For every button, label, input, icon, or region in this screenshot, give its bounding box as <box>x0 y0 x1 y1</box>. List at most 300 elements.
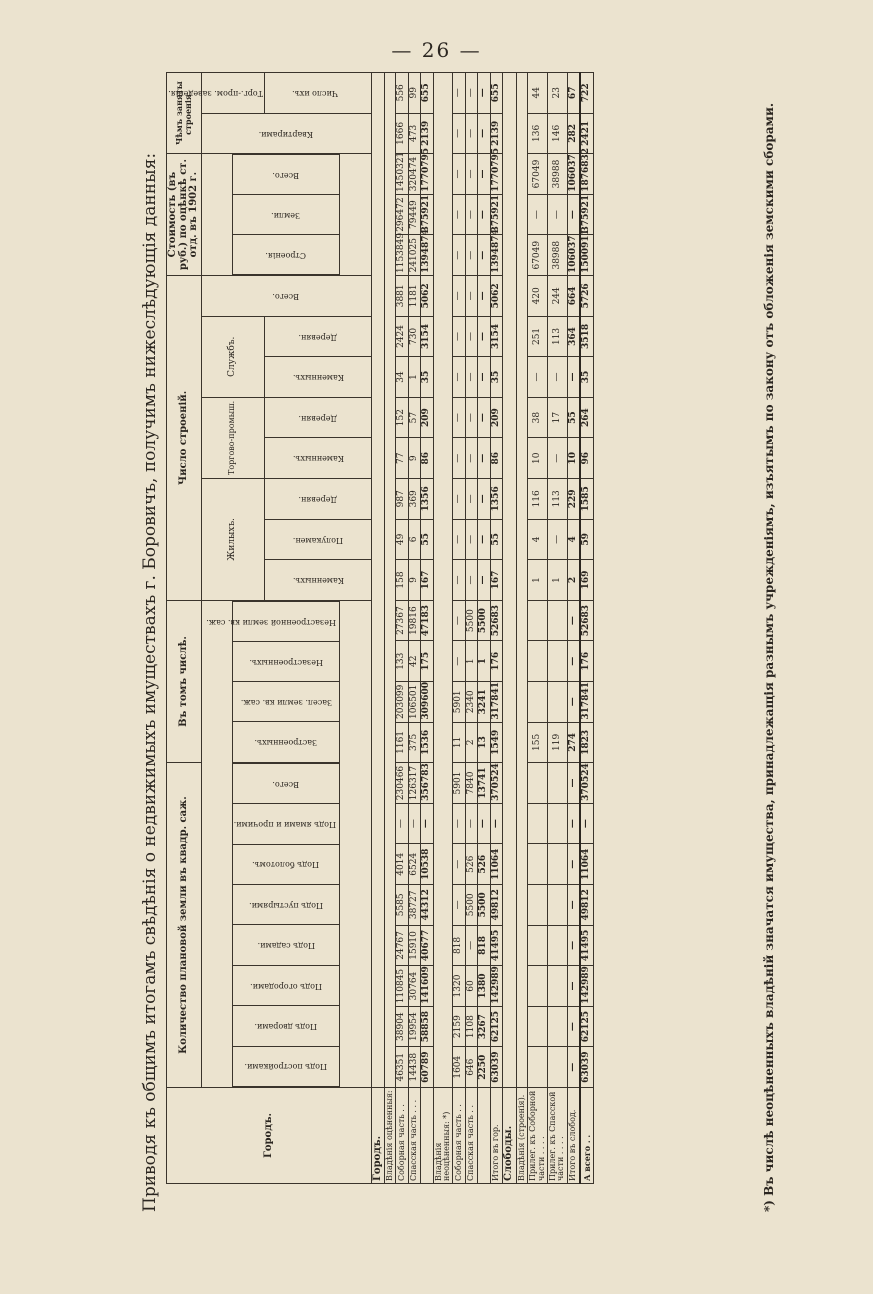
table-cell: — <box>478 803 490 844</box>
header-res-semistone: Полукамен. <box>264 519 371 560</box>
rotated-page-content <box>140 72 790 1212</box>
row-label <box>478 1088 490 1184</box>
table-cell: 35 <box>580 357 593 398</box>
table-cell <box>547 641 567 682</box>
table-cell: — <box>567 1047 580 1088</box>
table-cell: 9 <box>408 438 420 479</box>
table-cell: — <box>453 73 465 114</box>
table-cell <box>547 966 567 1007</box>
header-buildings-group: Число строеній. <box>167 276 202 601</box>
table-cell: 35 <box>421 357 433 398</box>
row-label: Спасская часть . . <box>465 1088 477 1184</box>
table-cell: 169 <box>580 560 593 601</box>
table-cell: — <box>547 357 567 398</box>
header-residential: Жилыхъ. <box>201 479 264 601</box>
table-cell: 1770795 <box>490 154 502 195</box>
table-cell: 176 <box>580 641 593 682</box>
table-cell: — <box>465 803 477 844</box>
table-cell: — <box>453 803 465 844</box>
table-cell: 5500 <box>478 600 490 641</box>
table-cell: — <box>465 479 477 520</box>
row-label: Соборная часть . . <box>453 1088 465 1184</box>
table-cell: 55 <box>567 397 580 438</box>
property-statistics-table <box>166 72 594 1184</box>
table-cell: — <box>453 316 465 357</box>
table-cell: 86 <box>421 438 433 479</box>
table-cell: 13741 <box>478 763 490 804</box>
table-cell: 987 <box>396 479 408 520</box>
table-cell: 167 <box>421 560 433 601</box>
table-cell: — <box>465 113 477 154</box>
table-cell <box>547 925 567 966</box>
table-cell: — <box>567 844 580 885</box>
of-which-subheaders <box>201 600 371 762</box>
header-service: Службъ. <box>201 316 264 397</box>
table-cell: 60 <box>465 966 477 1007</box>
header-trade-wood: Деревян. <box>264 397 371 438</box>
table-row <box>433 73 453 1184</box>
table-cell: 4014 <box>396 844 408 885</box>
header-area-col-2: Подъ огородами. <box>233 965 340 1005</box>
table-cell: — <box>567 925 580 966</box>
table-cell: 44312 <box>421 885 433 926</box>
header-occupied-trade: Торг.-пром. заведенія. <box>201 73 264 114</box>
table-cell: 30764 <box>408 966 420 1007</box>
table-cell: 2340 <box>465 682 477 723</box>
table-cell: 3154 <box>490 316 502 357</box>
table-cell: 3241 <box>478 682 490 723</box>
table-cell: 176 <box>490 641 502 682</box>
header-occupied-count: Число ихъ. <box>264 73 371 114</box>
table-cell <box>528 763 548 804</box>
table-cell: 1 <box>408 357 420 398</box>
table-cell: 730 <box>408 316 420 357</box>
table-cell: — <box>453 600 465 641</box>
table-row <box>580 73 593 1184</box>
table-cell: 57 <box>408 397 420 438</box>
table-cell: 41495 <box>490 925 502 966</box>
value-subheaders <box>201 154 371 276</box>
table-row <box>371 73 385 1184</box>
table-cell <box>528 641 548 682</box>
table-cell: 473 <box>408 113 420 154</box>
header-of-which-col-0: Застроенныхъ. <box>233 722 340 762</box>
header-area-col-5: Подъ болотомъ. <box>233 844 340 884</box>
header-value-group: Стоимость (въ руб.) по оцѣнкѣ ст. отд. въ 1902 г. <box>167 154 202 276</box>
table-cell: 1876832 <box>580 154 593 195</box>
table-cell: 49 <box>396 519 408 560</box>
table-cell: 152 <box>396 397 408 438</box>
table-cell: 59 <box>580 519 593 560</box>
table-row <box>453 73 465 1184</box>
table-cell: 63039 <box>580 1047 593 1088</box>
table-row <box>408 73 420 1184</box>
table-cell: — <box>547 438 567 479</box>
table-cell: 38988 <box>547 154 567 195</box>
table-cell: — <box>567 682 580 723</box>
table-cell: 526 <box>465 844 477 885</box>
header-area-col-7: Всего. <box>233 763 340 803</box>
table-cell: 209 <box>490 397 502 438</box>
header-res-wood: Деревян. <box>264 479 371 520</box>
header-occupied-group: Чѣмъ заняты строенія. <box>167 73 202 154</box>
table-cell: 63039 <box>490 1047 502 1088</box>
table-cell: 158 <box>396 560 408 601</box>
table-cell: — <box>478 113 490 154</box>
table-cell: 282 <box>567 113 580 154</box>
table-row <box>567 73 580 1184</box>
table-cell: 11 <box>453 722 465 763</box>
table-cell: 10 <box>528 438 548 479</box>
table-cell: — <box>396 803 408 844</box>
table-cell: 5726 <box>580 276 593 317</box>
table-cell: 46351 <box>396 1047 408 1088</box>
table-cell: — <box>547 519 567 560</box>
table-cell: 2139 <box>490 113 502 154</box>
table-cell <box>528 600 548 641</box>
header-area-col-6: Подъ ямами и прочими. <box>233 804 340 844</box>
header-area-col-0: Подъ постройками. <box>233 1046 340 1086</box>
table-cell: 1394874 <box>490 235 502 276</box>
table-cell: 317841 <box>490 682 502 723</box>
table-cell <box>547 885 567 926</box>
row-label: Владѣнія (строенія). <box>516 1088 527 1184</box>
table-cell: 1181 <box>408 276 420 317</box>
table-row <box>385 73 396 1184</box>
table-cell: 1 <box>465 641 477 682</box>
table-row <box>547 73 567 1184</box>
table-cell: 19816 <box>408 600 420 641</box>
table-cell: — <box>465 560 477 601</box>
table-cell: 3881 <box>396 276 408 317</box>
table-row <box>503 73 517 1184</box>
table-cell: 3267 <box>478 1006 490 1047</box>
table-cell: — <box>478 357 490 398</box>
table-cell: — <box>453 154 465 195</box>
table-cell: 370524 <box>490 763 502 804</box>
row-label: Соборная часть . . <box>396 1088 408 1184</box>
table-cell: 5500 <box>465 600 477 641</box>
table-cell: 203099 <box>396 682 408 723</box>
table-cell: — <box>478 397 490 438</box>
table-cell: — <box>567 763 580 804</box>
table-cell: 370524 <box>580 763 593 804</box>
table-cell: 229 <box>567 479 580 520</box>
table-cell: 1 <box>547 560 567 601</box>
table-cell: 1500911 <box>580 235 593 276</box>
table-cell: 1770795 <box>421 154 433 195</box>
table-cell: 556 <box>396 73 408 114</box>
table-cell: — <box>453 844 465 885</box>
table-cell <box>547 1047 567 1088</box>
table-cell: 1356 <box>421 479 433 520</box>
table-cell: 15910 <box>408 925 420 966</box>
table-cell: 5901 <box>453 763 465 804</box>
table-cell: — <box>453 641 465 682</box>
table-cell: — <box>478 316 490 357</box>
table-cell <box>547 803 567 844</box>
table-cell: 38 <box>528 397 548 438</box>
row-label: Городъ. <box>371 1088 385 1184</box>
table-cell: 14438 <box>408 1047 420 1088</box>
table-cell: — <box>547 194 567 235</box>
table-cell: 309600 <box>421 682 433 723</box>
table-cell: 264 <box>580 397 593 438</box>
table-cell: 1666 <box>396 113 408 154</box>
table-cell: 19954 <box>408 1006 420 1047</box>
table-cell: — <box>567 885 580 926</box>
table-cell: — <box>453 438 465 479</box>
table-cell: 1161 <box>396 722 408 763</box>
table-cell: — <box>421 803 433 844</box>
table-cell: 1394874 <box>421 235 433 276</box>
table-cell: — <box>478 479 490 520</box>
table-cell: 1604 <box>453 1047 465 1088</box>
table-cell: — <box>453 194 465 235</box>
table-cell: 10 <box>567 438 580 479</box>
table-cell: 44 <box>528 73 548 114</box>
row-label: Владѣнія неоцѣненныя: *) <box>433 1088 453 1184</box>
table-cell: — <box>465 316 477 357</box>
table-cell: 5500 <box>478 885 490 926</box>
table-cell: 133 <box>396 641 408 682</box>
table-cell: 40677 <box>421 925 433 966</box>
row-label: Спасская часть . . . <box>408 1088 420 1184</box>
table-cell: 4 <box>528 519 548 560</box>
page-number: — 26 — <box>391 38 482 62</box>
table-cell: — <box>453 357 465 398</box>
table-cell: 369 <box>408 479 420 520</box>
table-cell: 58858 <box>421 1006 433 1047</box>
table-cell: — <box>567 357 580 398</box>
table-cell: 86 <box>490 438 502 479</box>
table-cell: 17 <box>547 397 567 438</box>
table-cell: 1320 <box>453 966 465 1007</box>
table-cell: 116 <box>528 479 548 520</box>
table-cell: 106037 <box>567 235 580 276</box>
table-cell: 818 <box>453 925 465 966</box>
table-cell: 5585 <box>396 885 408 926</box>
table-cell: 62125 <box>580 1006 593 1047</box>
table-cell: — <box>465 276 477 317</box>
table-cell-empty <box>516 73 527 1088</box>
table-cell: 175 <box>421 641 433 682</box>
header-trade-stone: Каменныхъ. <box>264 438 371 479</box>
table-cell: 79449 <box>408 194 420 235</box>
table-cell: 106501 <box>408 682 420 723</box>
header-buildings-total: Всего. <box>201 276 371 317</box>
table-cell: 67 <box>567 73 580 114</box>
table-cell: 1153849 <box>396 235 408 276</box>
table-cell: 38988 <box>547 235 567 276</box>
table-cell: 126317 <box>408 763 420 804</box>
table-cell: 526 <box>478 844 490 885</box>
table-cell: 274 <box>567 722 580 763</box>
table-cell: — <box>478 73 490 114</box>
table-cell: 155 <box>528 722 548 763</box>
table-cell <box>528 1047 548 1088</box>
table-cell: 106037 <box>567 154 580 195</box>
table-cell: 230466 <box>396 763 408 804</box>
table-cell: 2424 <box>396 316 408 357</box>
header-value-col-0: Строенія. <box>233 235 340 275</box>
table-cell: 52683 <box>490 600 502 641</box>
table-cell: 364 <box>567 316 580 357</box>
table-cell: 9 <box>408 560 420 601</box>
table-cell: 664 <box>567 276 580 317</box>
table-cell: 420 <box>528 276 548 317</box>
table-cell <box>547 682 567 723</box>
table-cell: — <box>567 1006 580 1047</box>
table-cell: — <box>453 519 465 560</box>
table-cell: 2 <box>567 560 580 601</box>
table-cell: 119 <box>547 722 567 763</box>
table-caption: Приводя къ общимъ итогамъ свѣдѣнія о недвижимыхъ имуществахъ г. Боровичъ, получимъ нижеслѣдующія данныя: <box>140 152 160 1212</box>
table-cell: 241025 <box>408 235 420 276</box>
table-cell: 244 <box>547 276 567 317</box>
table-cell-empty <box>371 73 385 1088</box>
table-cell <box>547 600 567 641</box>
table-cell: — <box>478 235 490 276</box>
table-cell: — <box>453 397 465 438</box>
table-cell: 27367 <box>396 600 408 641</box>
table-cell: — <box>465 925 477 966</box>
table-cell: 320474 <box>408 154 420 195</box>
table-cell: 67049 <box>528 235 548 276</box>
table-cell <box>547 1006 567 1047</box>
row-label: Владѣнія оцѣненныя: <box>385 1088 396 1184</box>
header-service-stone: Каменныхъ. <box>264 357 371 398</box>
table-cell: 99 <box>408 73 420 114</box>
table-row <box>478 73 490 1184</box>
table-cell <box>547 763 567 804</box>
table-cell: — <box>567 803 580 844</box>
table-cell: — <box>478 276 490 317</box>
header-city: Городъ. <box>167 1088 372 1184</box>
table-cell: 1585 <box>580 479 593 520</box>
footnote: *) Въ числѣ неоцѣненныхъ владѣній значатся имущества, принадлежащія разнымъ учрежденіямъ, изъятымъ по закону отъ обложенія земскими сборами. <box>762 102 776 1212</box>
table-cell: — <box>465 154 477 195</box>
table-cell: 35 <box>490 357 502 398</box>
table-cell: 1549 <box>490 722 502 763</box>
table-cell: 38727 <box>408 885 420 926</box>
table-row <box>465 73 477 1184</box>
table-cell: 375921 <box>421 194 433 235</box>
table-cell: — <box>465 235 477 276</box>
table-cell <box>528 682 548 723</box>
table-cell: — <box>567 641 580 682</box>
table-cell: 251 <box>528 316 548 357</box>
table-cell-empty <box>385 73 396 1088</box>
header-occupied-apartments: Квартирами. <box>201 113 371 154</box>
header-area-col-4: Подъ пустырями. <box>233 884 340 924</box>
table-row <box>421 73 433 1184</box>
table-cell-empty <box>503 73 517 1088</box>
table-row <box>490 73 502 1184</box>
table-cell: 142989 <box>580 966 593 1007</box>
table-cell: 375921 <box>490 194 502 235</box>
table-cell: 818 <box>478 925 490 966</box>
table-row <box>516 73 527 1184</box>
header-service-wood: Деревян. <box>264 316 371 357</box>
table-cell: 1108 <box>465 1006 477 1047</box>
table-cell: 24767 <box>396 925 408 966</box>
table-cell: 2421 <box>580 113 593 154</box>
table-cell: — <box>453 479 465 520</box>
table-cell: — <box>465 194 477 235</box>
table-cell: 62125 <box>490 1006 502 1047</box>
header-area-col-3: Подъ садами. <box>233 925 340 965</box>
table-cell: — <box>453 235 465 276</box>
table-cell: 1450321 <box>396 154 408 195</box>
table-cell: 52683 <box>580 600 593 641</box>
table-cell: 49812 <box>580 885 593 926</box>
table-cell: 655 <box>490 73 502 114</box>
table-cell: — <box>478 154 490 195</box>
table-cell: 11064 <box>580 844 593 885</box>
header-of-which-col-3: Незастроенной земли кв. саж. <box>233 601 340 641</box>
table-cell: 167 <box>490 560 502 601</box>
table-cell: — <box>408 803 420 844</box>
table-cell: — <box>567 600 580 641</box>
table-cell: — <box>478 560 490 601</box>
header-trade: Торгово-промыш. <box>201 397 264 478</box>
table-cell <box>528 925 548 966</box>
row-label: Итого въ гор. <box>490 1088 502 1184</box>
table-cell: 1 <box>528 560 548 601</box>
table-cell: 49812 <box>490 885 502 926</box>
table-cell: 136 <box>528 113 548 154</box>
table-cell: 42 <box>408 641 420 682</box>
table-cell: — <box>478 519 490 560</box>
table-cell: 655 <box>421 73 433 114</box>
table-cell: 3154 <box>421 316 433 357</box>
table-cell: 2 <box>465 722 477 763</box>
table-cell: 5500 <box>465 885 477 926</box>
table-cell: 2139 <box>421 113 433 154</box>
table-cell <box>528 844 548 885</box>
table-cell: — <box>465 357 477 398</box>
table-cell: 3518 <box>580 316 593 357</box>
table-cell: 34 <box>396 357 408 398</box>
table-cell: — <box>528 194 548 235</box>
table-cell: — <box>490 803 502 844</box>
table-cell: 5062 <box>421 276 433 317</box>
table-cell: — <box>478 194 490 235</box>
table-cell: 375 <box>408 722 420 763</box>
table-cell: — <box>453 276 465 317</box>
table-cell: — <box>465 73 477 114</box>
header-value-col-2: Всего. <box>233 155 340 195</box>
row-label: А всего . . <box>580 1088 593 1184</box>
table-cell: 96 <box>580 438 593 479</box>
table-cell: 2159 <box>453 1006 465 1047</box>
table-cell: 55 <box>490 519 502 560</box>
table-cell: — <box>453 113 465 154</box>
table-cell: — <box>465 438 477 479</box>
table-cell: 2250 <box>478 1047 490 1088</box>
table-cell: 23 <box>547 73 567 114</box>
header-of-which-group: Въ томъ числѣ. <box>167 600 202 762</box>
row-label: Прилег. къ Спасской части . . . . <box>547 1088 567 1184</box>
table-cell: 1823 <box>580 722 593 763</box>
table-cell <box>528 966 548 1007</box>
table-cell: — <box>528 357 548 398</box>
header-res-stone: Каменныхъ. <box>264 560 371 601</box>
table-cell: 142989 <box>490 966 502 1007</box>
table-cell: 11064 <box>490 844 502 885</box>
table-cell: 146 <box>547 113 567 154</box>
